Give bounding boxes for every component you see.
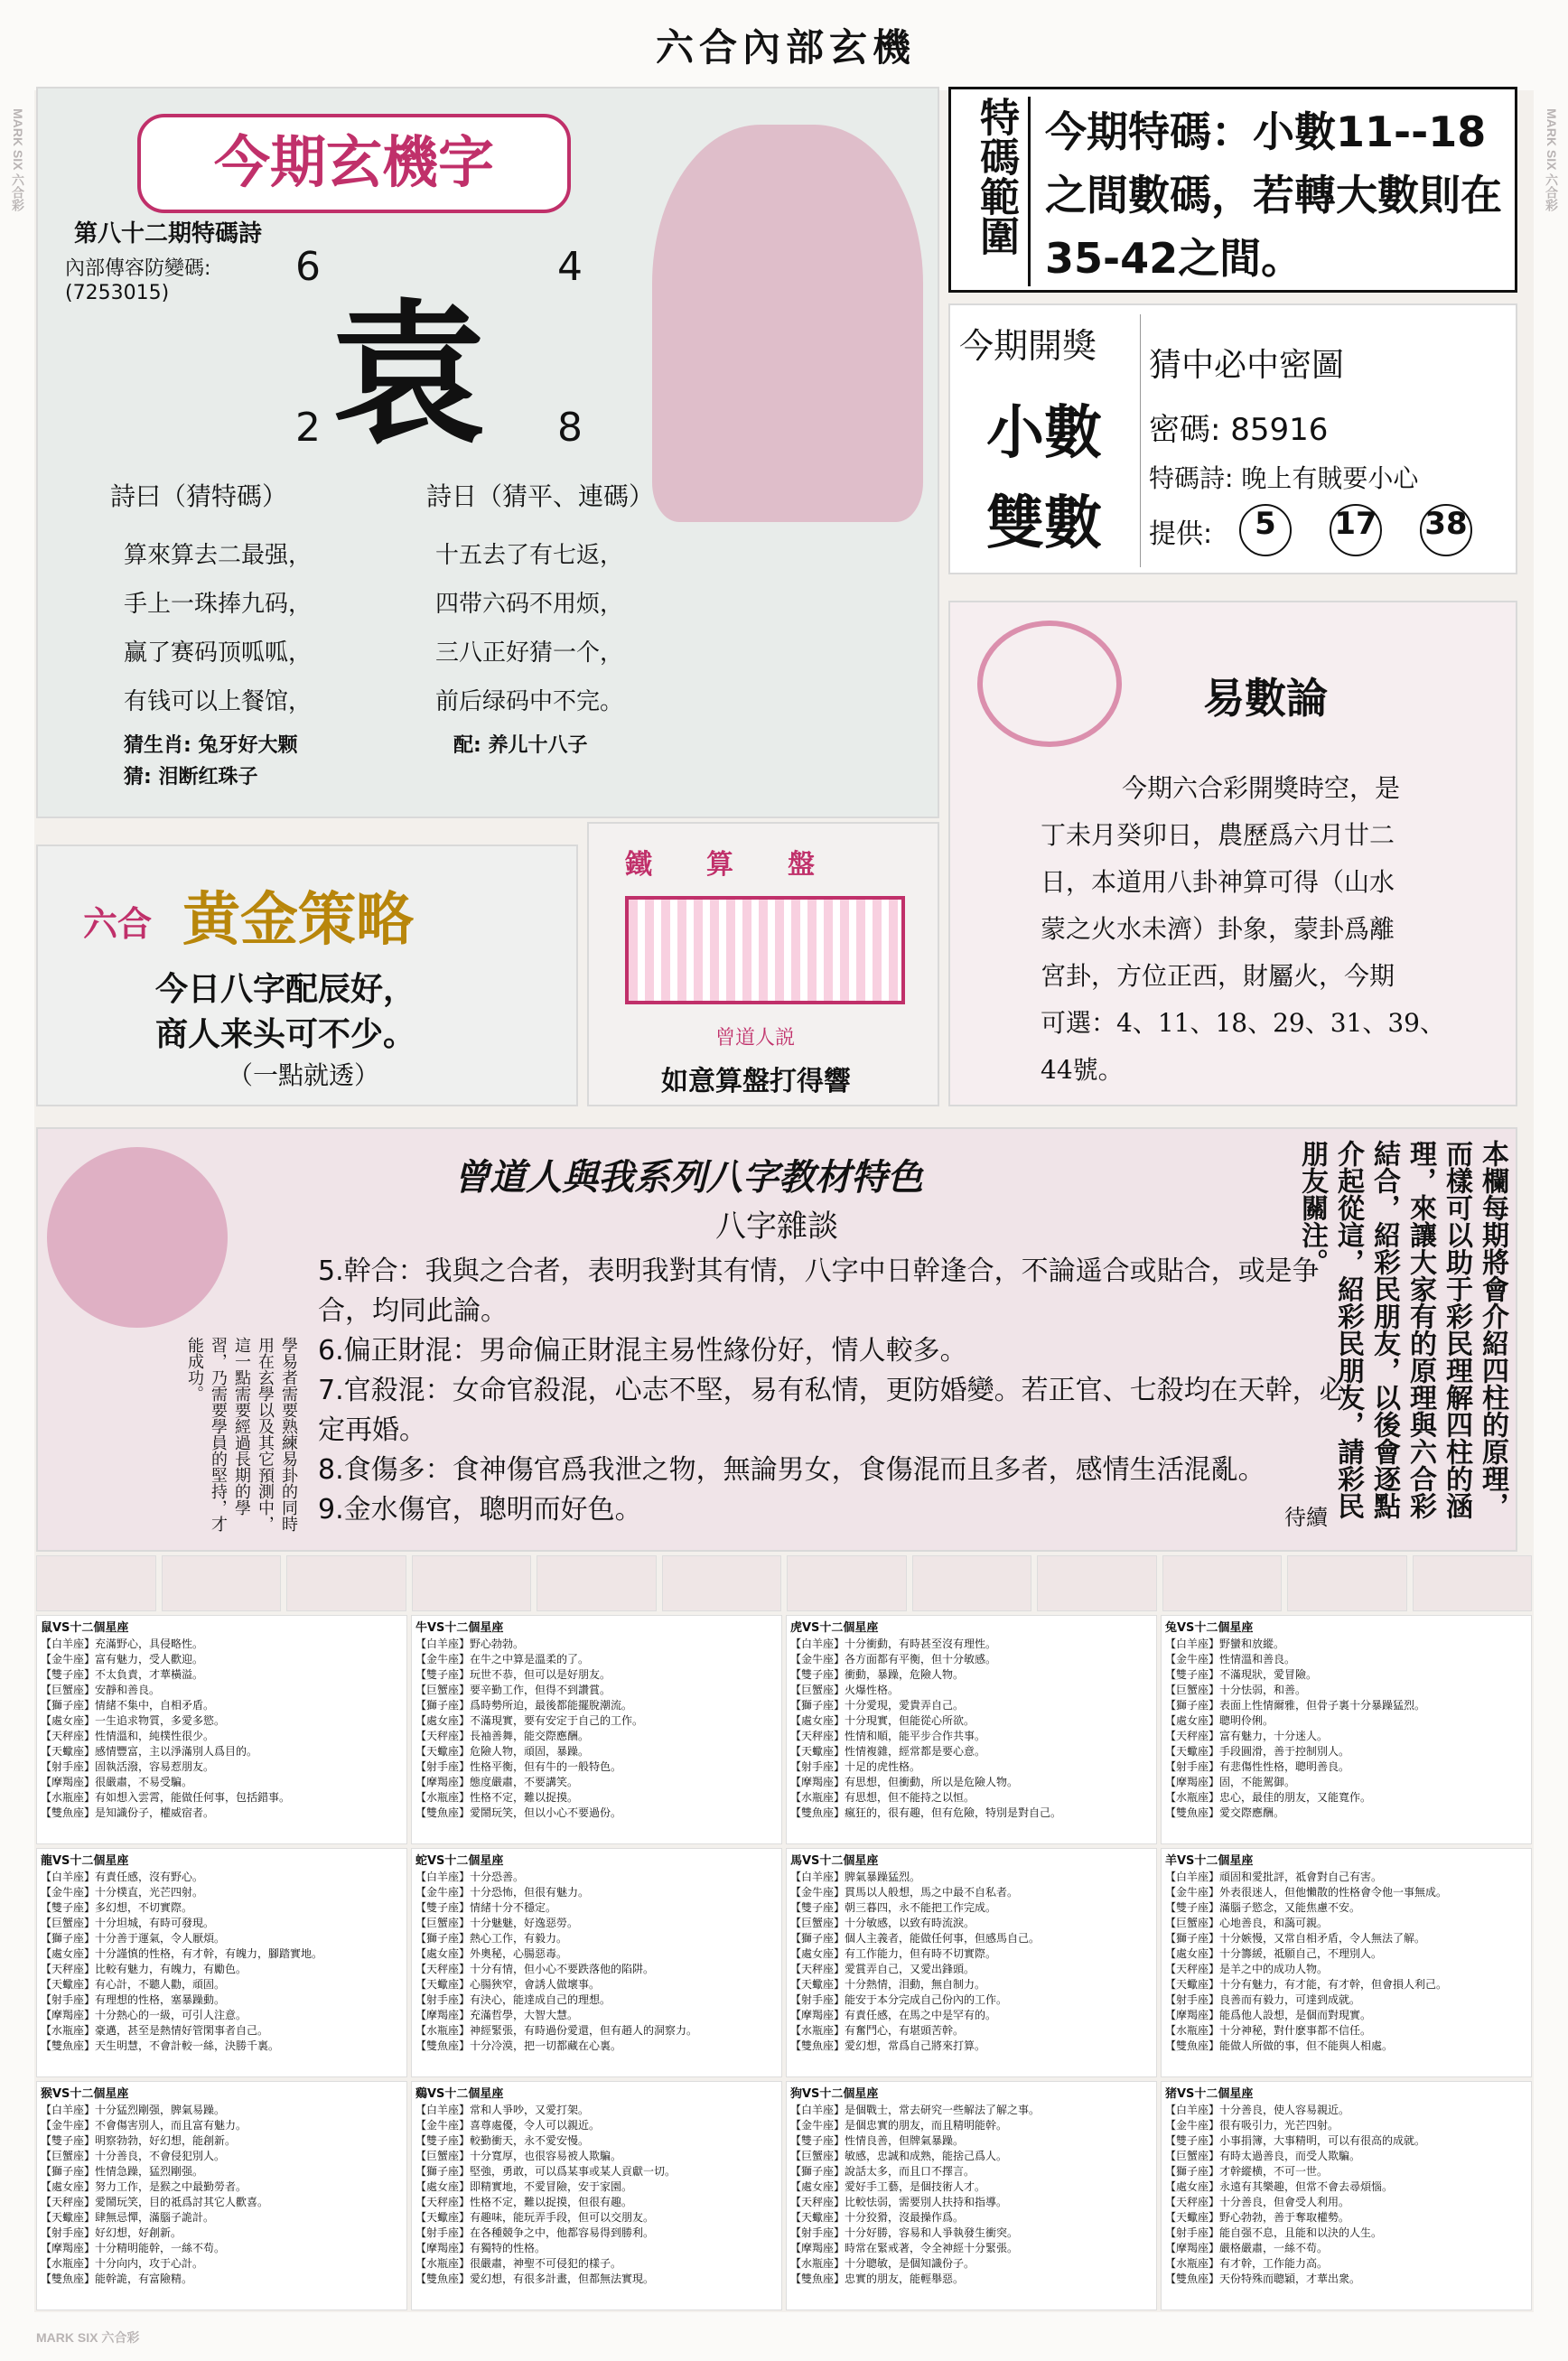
horse-icon xyxy=(787,1555,907,1611)
zodiac-cell-row: 【天秤座】愛鬧玩笑，目的祗爲討其它人歡喜。 xyxy=(41,2196,269,2208)
zodiac-cell-row: 【雙魚座】能幹詭，有富險精。 xyxy=(41,2272,193,2285)
zodiac-cell-title: 蛇VS十二個星座 xyxy=(415,1854,504,1868)
odd-even-2: 雙數 xyxy=(986,490,1102,557)
zodiac-cell-row: 【金牛座】富有魅力，受人歡迎。 xyxy=(41,1653,204,1666)
digit-bottom-right: 8 xyxy=(557,405,583,451)
left-border-text: MARK SIX 六合彩 xyxy=(11,108,25,212)
zodiac-cell-row: 【射手座】能安于本分完成自己份內的工作。 xyxy=(790,1993,1008,2006)
zodiac-cell-row: 【摩羯座】十分熱心的一級，可引人注意。 xyxy=(41,2009,247,2021)
zodiac-cell-row: 【摩羯座】有責任感，在馬之中是罕有的。 xyxy=(790,2009,997,2021)
zodiac-cell-row: 【摩羯座】能爲他人設想，是個而對現實。 xyxy=(1165,2009,1372,2021)
zodiac-cell-row: 【巨蟹座】心地善良，和藹可親。 xyxy=(1165,1917,1329,1929)
zodiac-cell-row: 【白羊座】脾氣暴躁猛烈。 xyxy=(790,1871,921,1883)
zodiac-cell-row: 【天蠍座】性情複雜，經常都是要心意。 xyxy=(790,1745,986,1758)
draw-poem-label: 特碼詩: xyxy=(1149,463,1234,493)
guess-title: 猜中必中密圖 xyxy=(1149,347,1345,384)
zodiac-cell-row: 【天秤座】性格不定，難以捉摸，但很有趣。 xyxy=(415,2196,633,2208)
bazi-subtitle: 八字雜談 xyxy=(715,1208,838,1245)
guess-two xyxy=(124,761,258,789)
zodiac-cell-row: 【天蠍座】手段圓滑，善于控制別人。 xyxy=(1165,1745,1350,1758)
zodiac-cell-row: 【水瓶座】豪邁，甚至是熱情好管閑事者自己。 xyxy=(41,2024,269,2037)
zodiac-cell-row: 【巨蟹座】十分魅魅，好逸惡勞。 xyxy=(415,1917,579,1929)
zodiac-cell-row: 【水瓶座】有才幹，工作能力高。 xyxy=(1165,2257,1329,2270)
golden-line-1: 今日八字配辰好， xyxy=(155,970,416,1008)
zodiac-cell-row: 【摩羯座】嚴格嚴肅，一絲不苟。 xyxy=(1165,2242,1329,2254)
code-line xyxy=(1149,405,1328,449)
draw-poem-value: 晚上有賊要小心 xyxy=(1241,463,1419,493)
poem-left-line: 算來算去二最强， xyxy=(124,542,313,569)
yishu-line: 44號。 xyxy=(1041,1055,1124,1085)
bazi-tbc: 待續 xyxy=(1284,1505,1328,1530)
zodiac-cell-row: 【射手座】好幻想，好創新。 xyxy=(41,2226,182,2239)
zodiac-cell-row: 【白羊座】是個戰士，常去研究一些解法了解之事。 xyxy=(790,2104,1041,2116)
zodiac-guess xyxy=(124,730,298,758)
zodiac-cell-row: 【處女座】有工作能力，但有時不切實際。 xyxy=(790,1947,997,1960)
poem-title: 第八十二期特碼詩 xyxy=(74,220,263,247)
zodiac-cell-row: 【天蠍座】十分熱情，泪動，無自制力。 xyxy=(790,1978,986,1991)
yishu-body xyxy=(1041,765,1501,1094)
zodiac-cell-row: 【天蠍座】心腸狹窄，會誘人做壞事。 xyxy=(415,1978,601,1991)
zodiac-cell-row: 【白羊座】常和人爭吵，又愛打架。 xyxy=(415,2104,590,2116)
digit-top-right: 4 xyxy=(557,244,583,290)
zodiac-cell-row: 【白羊座】充滿野心，具侵略性。 xyxy=(41,1638,204,1650)
zodiac-cell-title: 牛VS十二個星座 xyxy=(415,1621,504,1635)
internal-code: (7253015) xyxy=(65,282,170,304)
zodiac-cell-row: 【白羊座】十分善良，使人容易親近。 xyxy=(1165,2104,1350,2116)
guess-two-value: 泪断红珠子 xyxy=(158,766,258,789)
digit-top-left: 6 xyxy=(295,244,321,290)
zodiac-cell-row: 【雙魚座】天生明慧，不會計較一絲，決勝千裏。 xyxy=(41,2039,280,2052)
poem-right xyxy=(435,531,623,726)
zodiac-cell-row: 【天蠍座】有心計，不聽人勸，頑固。 xyxy=(41,1978,226,1991)
zodiac-cell-row: 【獅子座】個人主義者，能做任何事，但感馬自己。 xyxy=(790,1932,1041,1945)
zodiac-cell-row: 【處女座】一生追求物質，多愛多慾。 xyxy=(41,1714,226,1727)
draw-poem-line xyxy=(1149,459,1418,495)
zodiac-cell-row: 【射手座】有理想的性格，塞暴躁動。 xyxy=(41,1993,226,2006)
zodiac-cell-row: 【天秤座】比較有魅力，有魄力，有勵色。 xyxy=(41,1963,247,1975)
page-title: 六合內部玄機 xyxy=(655,25,916,70)
zodiac-cell xyxy=(786,1848,1157,2077)
odd-even-1: 小數 xyxy=(986,399,1102,467)
provide-line xyxy=(1149,511,1212,551)
zodiac-cell-row: 【金牛座】在牛之中算是溫柔的了。 xyxy=(415,1653,590,1666)
zodiac-cell-row: 【雙子座】較勤衝天，永不愛安慢。 xyxy=(415,2134,590,2147)
zodiac-cell-row: 【白羊座】十分恐善。 xyxy=(415,1871,525,1883)
zodiac-cell-row: 【雙子座】情緒十分不穩定。 xyxy=(415,1901,557,1914)
zodiac-cell-row: 【射手座】能自强不息，且能和以決的人生。 xyxy=(1165,2226,1383,2239)
goat-icon xyxy=(912,1555,1032,1611)
zodiac-cell-row: 【雙子座】玩世不恭，但可以是好朋友。 xyxy=(415,1668,611,1681)
compass-image xyxy=(47,1147,228,1328)
draw-divider xyxy=(1140,314,1141,567)
special-range-side-label: 特碼範圍 xyxy=(958,97,1031,286)
guess-two-label: 猜: xyxy=(124,766,152,789)
zodiac-cell-row: 【獅子座】十分愛現，愛貴弄自己。 xyxy=(790,1699,965,1712)
tiger-icon xyxy=(286,1555,406,1611)
zodiac-cell-row: 【金牛座】外表很迷人，但他懶散的性格會令他一事無成。 xyxy=(1165,1886,1448,1899)
zodiac-cell-row: 【白羊座】十分衝動，有時甚至沒有理性。 xyxy=(790,1638,997,1650)
zodiac-cell-title: 鼠VS十二個星座 xyxy=(41,1621,129,1635)
zodiac-cell-row: 【金牛座】貫馬以人般想，馬之中最不自私者。 xyxy=(790,1886,1019,1899)
zodiac-cell-title: 鷄VS十二個星座 xyxy=(415,2087,504,2101)
zodiac-cell-row: 【天蠍座】肆無忌憚，滿腦子詭計。 xyxy=(41,2211,215,2224)
zodiac-cell-row: 【摩羯座】時常在緊戒著，令全神經十分緊張。 xyxy=(790,2242,1019,2254)
zodiac-cell-row: 【射手座】在各種競争之中，他都容易得到勝利。 xyxy=(415,2226,655,2239)
zodiac-cell-row: 【雙子座】多幻想，不切實際。 xyxy=(41,1901,193,1914)
zodiac-cell-row: 【天秤座】富有魅力，十分迷人。 xyxy=(1165,1730,1329,1742)
rat-icon xyxy=(36,1555,156,1611)
zodiac-cell-row: 【天秤座】是羊之中的成功人物。 xyxy=(1165,1963,1329,1975)
zodiac-cell xyxy=(36,2081,407,2310)
zodiac-cell-row: 【處女座】努力工作，是猴之中最勤勞者。 xyxy=(41,2180,247,2193)
zodiac-cell-row: 【摩羯座】固，不能駕御。 xyxy=(1165,1776,1296,1788)
poem-right-line: 十五去了有七返， xyxy=(435,542,624,569)
zodiac-cell-row: 【巨蟹座】安靜和善良。 xyxy=(41,1684,161,1696)
abacus-label: 鐵算盤 xyxy=(625,849,869,881)
zodiac-cell-row: 【水瓶座】有思想，但不能持之以恒。 xyxy=(790,1791,975,1804)
zodiac-cell xyxy=(786,2081,1157,2310)
rabbit-icon xyxy=(412,1555,532,1611)
zodiac-cell xyxy=(1161,1848,1532,2077)
right-border-strip xyxy=(1534,0,1568,2361)
snake-icon xyxy=(662,1555,782,1611)
zodiac-cell-row: 【處女座】永遠有其樂趣，但常不會去尋煩惱。 xyxy=(1165,2180,1394,2193)
zodiac-cell-row: 【天蠍座】有趣味，能玩弄手段，但可以交朋友。 xyxy=(415,2211,655,2224)
pig-icon xyxy=(1413,1555,1533,1611)
draw-title: 今期開獎 xyxy=(959,326,1097,366)
zodiac-cell-row: 【射手座】有悲傷性性格，聰明善良。 xyxy=(1165,1760,1350,1773)
zodiac-cell-row: 【巨蟹座】十分敏感，以致有時流淚。 xyxy=(790,1917,975,1929)
zodiac-cell-row: 【射手座】十分好勝，容易和人爭執發生衝突。 xyxy=(790,2226,1019,2239)
special-range-panel xyxy=(948,87,1517,293)
zodiac-cell-row: 【射手座】固執活潑，容易惹朋友。 xyxy=(41,1760,215,1773)
zodiac-cell-row: 【金牛座】很有吸引力，光芒四射。 xyxy=(1165,2119,1339,2132)
zodiac-cell-title: 龍VS十二個星座 xyxy=(41,1854,129,1868)
zodiac-cell-row: 【雙子座】明察勃勃，好幻想，能創新。 xyxy=(41,2134,237,2147)
number-ball: 38 xyxy=(1420,504,1472,556)
yishu-title: 易數論 xyxy=(1203,674,1328,723)
zodiac-cell-row: 【獅子座】爲時勢所迫，最後都能擺脫潮流。 xyxy=(415,1699,633,1712)
zodiac-table xyxy=(36,1615,1532,2310)
bazi-left-notice: 學易者需要熟練易卦的同時用在玄學以及其它預測中，這一點需要經過長期的學習，乃需要學員的堅持，才能成功。 xyxy=(185,1337,298,1532)
zodiac-cell-row: 【天蠍座】危險人物，頑固，暴躁。 xyxy=(415,1745,590,1758)
code-label: 密碼: xyxy=(1149,412,1221,448)
zodiac-cell-row: 【處女座】愛好手工藝，是個技術人才。 xyxy=(790,2180,986,2193)
zodiac-cell-row: 【天蠍座】十分有魅力，有才能，有才幹，但會損人利己。 xyxy=(1165,1978,1448,1991)
zodiac-cell-row: 【獅子座】十分嫉慢，又常自相矛盾，令人無法了解。 xyxy=(1165,1932,1426,1945)
yishu-line: 可選：4、11、18、29、31、39、 xyxy=(1041,1008,1445,1038)
coin-decoration xyxy=(977,621,1122,747)
zodiac-cell xyxy=(1161,2081,1532,2310)
poem-left-line: 有钱可以上餐馆， xyxy=(124,688,313,715)
number-ball: 5 xyxy=(1239,504,1292,556)
zodiac-cell-title: 虎VS十二個星座 xyxy=(790,1621,879,1635)
zodiac-cell-row: 【水瓶座】性格不定，難以捉摸。 xyxy=(415,1791,579,1804)
poem-left xyxy=(124,531,312,726)
zodiac-cell-row: 【水瓶座】十分神秘，對什麽事都不信任。 xyxy=(1165,2024,1372,2037)
zodiac-cell-row: 【處女座】十分謹慎的性格，有才幹，有魄力，腳踏實地。 xyxy=(41,1947,323,1960)
zodiac-cell-row: 【雙魚座】愛幻想，常爲自己將來打算。 xyxy=(790,2039,986,2052)
zodiac-cell-row: 【雙子座】小事捐簿，大事精明，可以有很高的成就。 xyxy=(1165,2134,1426,2147)
zodiac-cell-row: 【雙魚座】能做人所做的事，但不能與人相處。 xyxy=(1165,2039,1394,2052)
zodiac-cell-row: 【雙子座】性情良善，但牌氣暴躁。 xyxy=(790,2134,965,2147)
zodiac-cell-row: 【射手座】良善而有毅力，可達到成就。 xyxy=(1165,1993,1361,2006)
dragon-icon xyxy=(537,1555,657,1611)
zodiac-cell-row: 【雙魚座】天份特殊而聰穎，才華出衆。 xyxy=(1165,2272,1361,2285)
zodiac-cell-row: 【雙魚座】是知識份子，權威宿者。 xyxy=(41,1806,215,1819)
zodiac-cell-row: 【水瓶座】有如想入雲霄，能做任何事，包括錯事。 xyxy=(41,1791,291,1804)
zodiac-cell-title: 猪VS十二個星座 xyxy=(1165,2087,1254,2101)
zodiac-cell-row: 【摩羯座】很嚴肅，不易受騙。 xyxy=(41,1776,193,1788)
yishu-line: 宮卦，方位正西，財屬火，今期 xyxy=(1041,961,1395,991)
zodiac-cell-row: 【雙魚座】愛幻想，有很多計畫，但都無法實現。 xyxy=(415,2272,655,2285)
zodiac-cell-row: 【處女座】即精實地，不愛冒險，安于家園。 xyxy=(415,2180,633,2193)
zodiac-cell-row: 【摩羯座】有思想，但衝動，所以是危險人物。 xyxy=(790,1776,1019,1788)
zodiac-cell-row: 【射手座】十足的虎性格。 xyxy=(790,1760,921,1773)
internal-label: 內部傳容防變碼: xyxy=(65,257,211,280)
zodiac-cell-row: 【獅子座】表面上性情爾雅，但骨子裏十分暴躁猛烈。 xyxy=(1165,1699,1426,1712)
yishu-line: 蒙之火水未濟）卦象，蒙卦爲離 xyxy=(1041,914,1395,944)
provide-label: 提供: xyxy=(1149,518,1213,550)
zodiac-cell-row: 【天秤座】愛賞弄自己，又愛出鋒頭。 xyxy=(790,1963,975,1975)
poem-left-line: 手上一珠捧九码， xyxy=(124,591,313,618)
zodiac-cell-row: 【天秤座】十分有情，但小心不要跌落他的陷阱。 xyxy=(415,1963,655,1975)
zodiac-cell-row: 【水瓶座】很嚴肅，神聖不可侵犯的樣子。 xyxy=(415,2257,622,2270)
zodiac-cell-row: 【射手座】性格平衡，但有牛的一般特色。 xyxy=(415,1760,622,1773)
abacus-caption: 如意算盤打得響 xyxy=(661,1066,851,1097)
ox-icon xyxy=(162,1555,282,1611)
zodiac-cell-row: 【獅子座】堅強，勇敢，可以爲某事或某人貢獻一切。 xyxy=(415,2165,677,2178)
bazi-item: 5.幹合：我與之合者，表明我對其有情，八字中日幹逢合，不論遥合或貼合，或是争合，均同此論。 xyxy=(318,1255,1320,1327)
zodiac-cell-row: 【天秤座】十分善良，但會受人利用。 xyxy=(1165,2196,1350,2208)
zodiac-guess-value: 兔牙好大颗 xyxy=(198,734,298,757)
zodiac-cell-row: 【天秤座】性情溫和，純樸性很少。 xyxy=(41,1730,215,1742)
zodiac-cell-row: 【雙魚座】愛鬧玩笑，但以小心不要過份。 xyxy=(415,1806,622,1819)
zodiac-cell-row: 【金牛座】性情溫和善良。 xyxy=(1165,1653,1296,1666)
match-label: 配: xyxy=(453,734,481,757)
special-range-text: 今期特碼：小數11--18之間數碼，若轉大數則在35-42之間。 xyxy=(1045,107,1502,283)
golden-badge: 六合 xyxy=(83,904,153,944)
left-border-strip xyxy=(0,0,34,2361)
zodiac-cell-row: 【射手座】有決心，能達成自己的理想。 xyxy=(415,1993,611,2006)
zodiac-cell-row: 【巨蟹座】要辛勤工作，但得不到讚賞。 xyxy=(415,1684,611,1696)
yishu-panel xyxy=(948,601,1517,1106)
zodiac-cell-row: 【巨蟹座】敏感，忠誠和成熟，能捨己爲人。 xyxy=(790,2150,1008,2162)
zodiac-cell xyxy=(1161,1615,1532,1844)
zodiac-cell-row: 【摩羯座】有獨特的性格。 xyxy=(415,2242,546,2254)
rooster-icon xyxy=(1162,1555,1283,1611)
bazi-item: 9.金水傷官，聰明而好色。 xyxy=(318,1494,642,1526)
zodiac-cell-row: 【白羊座】頑固和愛批評，祗會對自己有害。 xyxy=(1165,1871,1383,1883)
zodiac-cell-row: 【摩羯座】十分精明能幹，一絲不苟。 xyxy=(41,2242,226,2254)
deity-figure-image xyxy=(652,125,923,522)
abacus-panel xyxy=(587,822,939,1106)
poem-right-title: 詩日（猜平、連碼） xyxy=(426,481,655,511)
number-ball: 17 xyxy=(1330,504,1382,556)
mystery-char: 袁 xyxy=(331,285,486,465)
zodiac-cell-row: 【巨蟹座】十分怯弱，和善。 xyxy=(1165,1684,1307,1696)
zodiac-cell-row: 【金牛座】不會傷害別人，而且富有魅力。 xyxy=(41,2119,247,2132)
zodiac-cell-row: 【雙魚座】十分冷漠，把一切都藏在心裏。 xyxy=(415,2039,622,2052)
poem-right-line: 四带六码不用烦， xyxy=(435,591,624,618)
secret-char-header: 今期玄機字 xyxy=(137,114,571,213)
yishu-line: 今期六合彩開獎時空，是 xyxy=(1122,773,1401,803)
match-value: 养儿十八子 xyxy=(488,734,588,757)
zodiac-cell-row: 【獅子座】性情急躁，猛烈剛强。 xyxy=(41,2165,204,2178)
zodiac-cell xyxy=(786,1615,1157,1844)
bottom-border-text: MARK SIX 六合彩 xyxy=(36,2330,140,2345)
zodiac-cell-row: 【巨蟹座】火爆性格。 xyxy=(790,1684,900,1696)
zodiac-cell-row: 【金牛座】各方面都有平衡，但十分敏感。 xyxy=(790,1653,997,1666)
zodiac-cell-row: 【摩羯座】充滿哲學，大智大慧。 xyxy=(415,2009,579,2021)
draw-panel xyxy=(948,303,1517,574)
match-guess xyxy=(453,730,588,758)
bazi-right-notice: 本欄每期將會介紹四柱的原理，而樣可以助于彩民理解四柱的涵理，來讓大家有的原理與六合彩結合，紹彩民朋友，以後會逐點介起從這，紹彩民朋友，請彩民朋友關注。 xyxy=(1296,1140,1508,1519)
zodiac-cell-row: 【水瓶座】十分向内，攻于心計。 xyxy=(41,2257,204,2270)
zodiac-cell-row: 【白羊座】十分猛烈剛强，脾氣易躁。 xyxy=(41,2104,226,2116)
zodiac-cell-row: 【金牛座】是個忠實的朋友，而且精明能幹。 xyxy=(790,2119,1008,2132)
zodiac-cell-row: 【處女座】外奧秘，心腸惡毒。 xyxy=(415,1947,568,1960)
zodiac-cell-row: 【雙子座】不太負責，才華橫溢。 xyxy=(41,1668,204,1681)
yishu-line: 丁未月癸卯日，農歷爲六月廿二 xyxy=(1041,820,1395,850)
zodiac-cell-row: 【金牛座】十分樸直，光芒四射。 xyxy=(41,1886,204,1899)
zodiac-cell-title: 狗VS十二個星座 xyxy=(790,2087,879,2101)
code-value: 85916 xyxy=(1230,412,1329,448)
zodiac-cell-row: 【雙魚座】愛交際應酬。 xyxy=(1165,1806,1285,1819)
dog-icon xyxy=(1287,1555,1407,1611)
zodiac-cell-row: 【雙子座】滿腦子慾念，又能焦慮不安。 xyxy=(1165,1901,1361,1914)
zodiac-cell-row: 【雙子座】不滿現狀，愛冒險。 xyxy=(1165,1668,1318,1681)
zodiac-cell-row: 【天蠍座】野心勃勃，善于奪取權勢。 xyxy=(1165,2211,1350,2224)
bazi-items xyxy=(318,1252,1366,1530)
bottom-border-strip xyxy=(0,2312,1568,2361)
zodiac-cell-row: 【巨蟹座】十分坦城，有時可發現。 xyxy=(41,1917,215,1929)
zodiac-cell-row: 【獅子座】情緒不集中，自相矛盾。 xyxy=(41,1699,215,1712)
zodiac-cell-row: 【雙子座】衝動，暴躁，危險人物。 xyxy=(790,1668,965,1681)
poem-left-line: 赢了赛码顶呱呱， xyxy=(124,639,313,667)
zodiac-cell-row: 【白羊座】野心勃勃。 xyxy=(415,1638,525,1650)
zodiac-cell xyxy=(36,1848,407,2077)
zodiac-cell-row: 【水瓶座】十分聰敏，是個知識份子。 xyxy=(790,2257,975,2270)
bazi-banner: 曾道人與我系列八字教材特色 xyxy=(453,1157,923,1199)
golden-title: 黄金策略 xyxy=(182,886,414,954)
zodiac-cell-row: 【雙子座】朝三暮四，永不能把工作完成。 xyxy=(790,1901,997,1914)
abacus-speaker: 曾道人説 xyxy=(715,1027,796,1050)
golden-panel xyxy=(36,845,578,1106)
secret-char-panel xyxy=(36,87,939,818)
zodiac-cell-row: 【水瓶座】忠心，最佳的朋友，又能寬作。 xyxy=(1165,1791,1372,1804)
zodiac-cell-row: 【巨蟹座】十分寬厚，也很容易被人欺騙。 xyxy=(415,2150,622,2162)
zodiac-cell-title: 羊VS十二個星座 xyxy=(1165,1854,1254,1868)
zodiac-cell xyxy=(411,2081,782,2310)
right-border-text: MARK SIX 六合彩 xyxy=(1545,108,1559,212)
zodiac-cell-row: 【處女座】十分籌緩，祗願自己，不理別人。 xyxy=(1165,1947,1383,1960)
zodiac-cell-row: 【天秤座】性情和順，能平步合作共事。 xyxy=(790,1730,986,1742)
poem-left-title: 詩曰（猜特碼） xyxy=(110,481,288,511)
golden-line-2: 商人来头可不少。 xyxy=(155,1015,416,1053)
zodiac-cell-title: 兔VS十二個星座 xyxy=(1165,1621,1254,1635)
zodiac-cell-row: 【天秤座】比較怯弱，需要別人扶持和指導。 xyxy=(790,2196,1008,2208)
poem-right-line: 前后绿码中不完。 xyxy=(435,688,624,715)
zodiac-cell-row: 【雙魚座】忠實的朋友，能輕舉惡。 xyxy=(790,2272,965,2285)
zodiac-cell xyxy=(36,1615,407,1844)
zodiac-cell-row: 【獅子座】說話太多，而且口不擇言。 xyxy=(790,2165,975,2178)
zodiac-cell-row: 【天蠍座】十分狡猾，沒最操作爲。 xyxy=(790,2211,965,2224)
zodiac-cell-row: 【水瓶座】神經緊張，有時過份愛還，但有趙人的洞察力。 xyxy=(415,2024,698,2037)
zodiac-cell-row: 【雙魚座】瘋狂的，很有趣，但有危險，特別是對自己。 xyxy=(790,1806,1062,1819)
zodiac-cell-row: 【水瓶座】有奮鬥心，有堪頭苦幹。 xyxy=(790,2024,965,2037)
abacus-image xyxy=(625,896,905,1004)
zodiac-cell-row: 【獅子座】熱心工作，有毅力。 xyxy=(415,1932,568,1945)
zodiac-icon-row xyxy=(36,1555,1532,1611)
zodiac-cell-row: 【巨蟹座】十分善良，不會侵犯別人。 xyxy=(41,2150,226,2162)
bazi-item: 7.官殺混：女命官殺混，心志不堅，易有私情，更防婚變。若正官、七殺均在天幹，必定再婚。 xyxy=(318,1375,1347,1446)
golden-line-3: （一點就透） xyxy=(228,1060,380,1090)
zodiac-cell-title: 馬VS十二個星座 xyxy=(790,1854,879,1868)
digit-bottom-left: 2 xyxy=(295,405,321,451)
poem-right-line: 三八正好猜一个， xyxy=(435,639,624,667)
zodiac-cell-row: 【處女座】不滿現實，要有安定于自己的工作。 xyxy=(415,1714,644,1727)
zodiac-cell-row: 【白羊座】野蠻和放縱。 xyxy=(1165,1638,1285,1650)
zodiac-cell-row: 【獅子座】十分善于運氣，令人厭煩。 xyxy=(41,1932,226,1945)
bazi-item: 8.食傷多：食神傷官爲我泄之物，無論男女，食傷混而且多者，感情生活混亂。 xyxy=(318,1454,1265,1486)
zodiac-cell-row: 【天秤座】長袖善舞，能交際應酬。 xyxy=(415,1730,590,1742)
bazi-item: 6.偏正財混：男命偏正財混主易性緣份好，情人較多。 xyxy=(318,1335,967,1367)
zodiac-cell-row: 【摩羯座】態度嚴肅，不要講笑。 xyxy=(415,1776,579,1788)
yishu-line: 日，本道用八卦神算可得（山水 xyxy=(1041,867,1395,897)
zodiac-cell-row: 【巨蟹座】有時太過善良，而受人欺騙。 xyxy=(1165,2150,1361,2162)
zodiac-cell xyxy=(411,1615,782,1844)
zodiac-guess-label: 猜生肖: xyxy=(124,734,191,757)
zodiac-cell-row: 【處女座】聰明伶俐。 xyxy=(1165,1714,1274,1727)
zodiac-cell-row: 【處女座】十分現實，但能從心所欲。 xyxy=(790,1714,975,1727)
zodiac-cell-row: 【金牛座】喜尊處優，令人可以親近。 xyxy=(415,2119,601,2132)
zodiac-cell-row: 【白羊座】有責任感，沒有野心。 xyxy=(41,1871,204,1883)
zodiac-cell-row: 【天蠍座】感情豐富，主以淨滿別人爲目的。 xyxy=(41,1745,258,1758)
zodiac-cell-row: 【金牛座】十分恐怖，但很有魅力。 xyxy=(415,1886,590,1899)
zodiac-cell xyxy=(411,1848,782,2077)
bazi-panel xyxy=(36,1127,1517,1552)
zodiac-cell-title: 猴VS十二個星座 xyxy=(41,2087,129,2101)
monkey-icon xyxy=(1037,1555,1157,1611)
zodiac-cell-row: 【獅子座】才幹縱横，不可一世。 xyxy=(1165,2165,1329,2178)
